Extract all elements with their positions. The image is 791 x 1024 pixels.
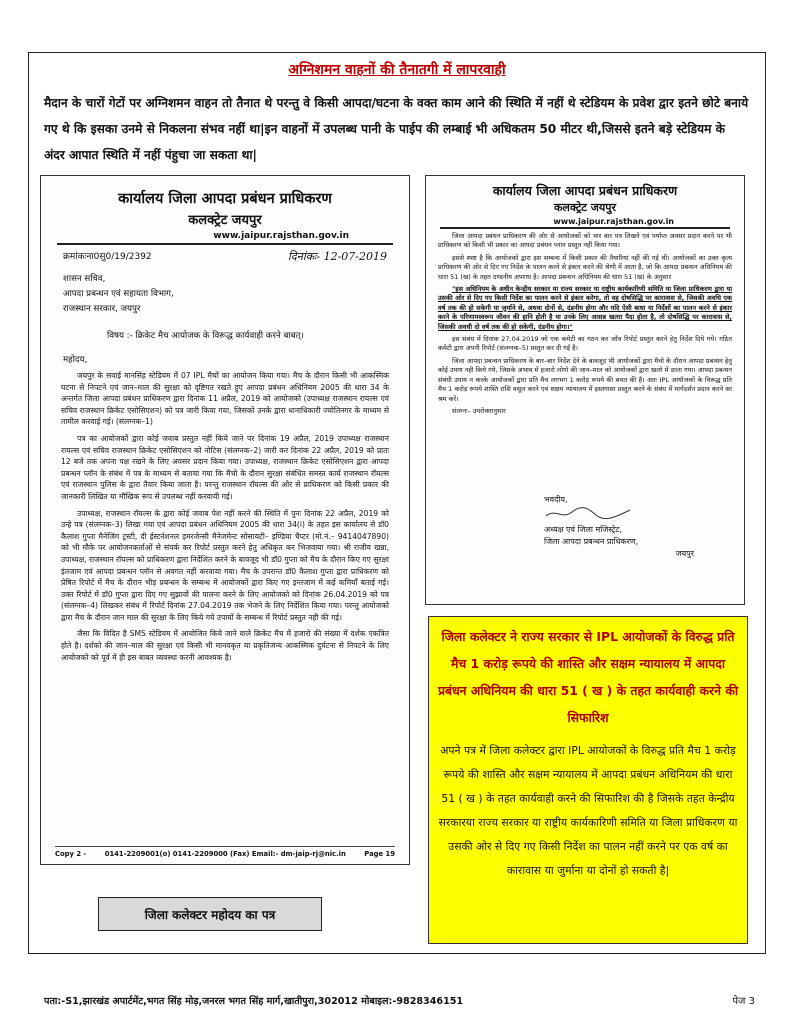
collector-letter-scan-right — [425, 175, 745, 605]
letterhead-url: www.jaipur.rajsthan.gov.in — [213, 231, 349, 241]
reference-number: क्रमांकःना0सु0/19/2392 — [63, 252, 152, 262]
signature-block — [544, 494, 714, 560]
letter-body — [426, 229, 744, 416]
footer-copy: Copy 2 - — [55, 850, 87, 858]
letter-salutation: महोदय, — [63, 355, 88, 365]
page-heading: अग्निशमन वाहनों की तैनातगी में लापरवाही — [288, 62, 506, 78]
letterhead-office: कार्यालय जिला आपदा प्रबंधन प्राधिकरण — [492, 183, 678, 198]
letterhead-office: कार्यालय जिला आपदा प्रबंधन प्राधिकरण — [118, 191, 332, 207]
collector-letter-scan-left — [40, 175, 410, 865]
letter-footer — [55, 846, 395, 858]
footer-page-number: पेज 3 — [732, 996, 755, 1007]
body-paragraph: पत्र का आयोजकों द्वारा कोई जवाब प्रस्तुत नहीं किये जाने पर दिनांक 19 अप्रैल, 2019 उपाध्यक्ष राजस्थान रायल्स एवं सचिव राजस्थान क्रिकेट एसोसिएशन को नोटिस (संलग्नक–2) जारी कर दिनांक 22 अप्रैल, 2019 को प्रातः 12 बजे तक अपना पक्ष रखने के लिए अवसर प्रदान किया गया। उपाध्यक्ष, राजस्थान क्रिकेट एसोसिएशन द्वारा आपदा प्रबन्धन प्लॉन के संबंध में पत्र के माध्यम से बताया गया कि मैचो के दौरान सुरक्षा संबंधित समस्त कार्य राजस्थान रॉयल्स एवं राजस्थान पुलिस के द्वारा तैयार किया जाता है। परन्तु राजस्थान रॉयल्स की ओर से प्राधिकरण को किसी प्रकार की जानकारी लिखित या मौखिक रूप से उपलब्ध नहीं करवायी गई। — [61, 433, 389, 501]
addressee-line: आपदा प्रबन्धन एवं सहायता विभाग, — [63, 289, 174, 299]
letter-caption: जिला कलेक्टर महोदय का पत्र — [98, 897, 322, 931]
body-paragraph: इस संबंध में दिनांक 27.04.2019 को एक कमेटी का गठन कर जाँच रिपोर्ट प्रस्तुत करने हेतु निर्देश दिये गये। गठित कमेटी द्वारा अपनी रिपोर्ट (संलग्नक–5) प्रस्तुत कर दी गई है। — [438, 335, 732, 353]
recommendation-highlight-box — [428, 616, 748, 944]
signature-scribble-icon — [544, 506, 634, 520]
highlight-title: जिला कलेक्टर ने राज्य सरकार से IPL आयोजकों के विरुद्ध प्रति मैच 1 करोड़ रूपये की शास्ति और सक्षम न्यायालय में आपदा प्रबंधन अधिनियम की धारा 51 ( ख ) के तहत कार्यवाही करने की सिफारिश — [437, 629, 739, 725]
footer-address: पता:-S1,झारखंड अपार्टमेंट,भगत सिंह मोड़,जनरल भगत सिंह मार्ग,खातीपुरा,302012 मोबाइल:-9828346151 — [44, 996, 464, 1007]
sign-title: अध्यक्ष एवं जिला मजिस्ट्रेट, — [544, 525, 623, 534]
letter-body — [41, 365, 409, 663]
sign-org: जिला आपदा प्रबन्धन प्राधिकरण, — [544, 537, 639, 546]
section-51b-quote: "इस अधिनियम के अधीन केन्द्रीय सरकार या राज्य सरकार या राष्ट्रीय कार्यकारिणी समिति या जिला प्राधिकरण द्वारा या उसकी ओर से दिए गए किसी निर्देश का पालन करने से इंकार करेगा, तो वह दोषसिद्धि पर कारावास से, जिसकी अवधि एक वर्ष तक की हो सकेगी या जुर्माने से, अथवा दोनों से, दंडनीय होगा और यदि ऐसी बाधा या निर्देशों का पालन करने से इंकार करने के परिणामस्वरूप जीवन की हानि होती है या उनके लिए आसन्न खतरा पैदा होता है, तो दोषसिद्धि पर कारावास से, जिसकी अवधी दो वर्ष तक की हो सकेगी, दंडनीय होगा।" — [438, 285, 732, 331]
highlight-body: अपने पत्र में जिला कलेक्टर द्वारा IPL आयोजकों के विरुद्ध प्रति मैच 1 करोड़ रूपये की शास्ति और सक्षम न्यायालय में आपदा प्रबंधन अधिनियम की धारा 51 ( ख ) के तहत कार्यवाही करने की सिफारिश की है जिसके तहत केन्द्रीय सरकारया राज्य सरकार या राष्ट्रीय कार्यकारिणी समिति या जिला प्राधिकरण या उसकी ओर से दिए गए किसी निर्देश का पालन नहीं करने पर एक वर्ष का कारावास या जुर्माना या दोनों हो सकती है| — [438, 744, 738, 877]
footer-contact: 0141-2209001(o) 0141-2209000 (Fax) Email:- dm-jaip-rj@nic.in — [104, 850, 346, 858]
letter-subject: विषय :- क्रिकेट मैच आयोजक के विरूद्ध कार्यवाही करने बाबत्। — [107, 331, 304, 341]
letter-date: दिनांकः- 12-07-2019 — [288, 250, 387, 263]
body-paragraph: उपाध्यक्ष, राजस्थान रॉयल्स के द्वारा कोई जवाब पेश नहीं करने की स्थिति में पुनः दिनांक 22 अप्रैल, 2019 को उन्हे पत्र (संलग्नक–3) लिखा गया एवं आपदा प्रबंधन अधिनियम 2005 की धारा 34(i) के तहत इस कार्यालय से डॉ0 कैलाश गुप्ता मैनेजिंग ट्रस्टी, दी ईस्टर्नशनल इमरजेन्सी मैनेजमेन्ट सोसायटी– इण्डिया चैप्टर (मो.नं.– 9414047890) को भी मौके पर आयोजनकर्ताओं से संपर्क कर रिपोर्ट प्रस्तुत करने हेतु अधिकृत कर भिजवाया गया। श्री राजीव खन्ना, उपाध्यक्ष, राजस्थान रॉयल्स को प्राधिकरण द्वारा निर्देशित करने के बावजूद भी डॉ0 गुप्ता को मैच के दौरान किए गए सुरक्षा इंतजाम एवं आपदा प्रबन्धन प्लॉन से अवगत नहीं करवाया गया। मैच के उपरान्त डॉ0 कैलाश गुप्ता द्वारा प्राधिकरण को प्रेषित रिपोर्ट में मैच के दौरान भीड़ प्रबन्धन के सम्बन्ध में आयोजकों द्वारा किए गए इन्तजाम में कई कमियाँ बताई गई। उक्त रिपोर्ट में डॉ0 गुप्ता द्वारा दिए गए सुझावों की पालना करने के लिए आयोजको को दिनांक 26.04.2019 को पत्र (संलग्नक–4) लिखकर संबंध में रिपोर्ट दिनांक 27.04.2019 तक भेजने के लिए निर्देशित किया गया। परन्तु आयोजको द्वारा मैच के दौरान जान माल की सुरक्षा के लिए किये गये उपायों के सम्बन्ध में रिपोर्ट प्रस्तुत नही की गई। — [61, 508, 389, 622]
body-paragraph: जैसा कि विदित है SMS स्टेडियम में आयोजित किये जाने वाले क्रिकेट मैच में हजारो की संख्या में दर्शक एकत्रित होते है। दर्शको की जान–माल की सुरक्षा एवं किसी भी मानवकृत या प्रकृतिजन्य आकस्मिक दुर्घटना से निपटने के लिए आयोजको को पूर्व में ही इस बाबत व्यवस्था करनी आवश्यक है। — [61, 629, 389, 662]
addressee-block — [41, 264, 409, 317]
body-paragraph: जिला आपदा प्रबंधन प्राधिकरण की ओर से आयोजकों को चार बार पत्र लिखने एवं पर्याप्त अवसर प्रदान करने पर भी प्राधिकरण को किसी भी प्रकार का आपदा प्रबंधन प्लान प्रस्तुत नहीं किया गया। — [438, 232, 732, 250]
letterhead-collectorate: कलक्ट्रेट जयपुर — [553, 201, 617, 214]
enclosure-note: संलग्नः– उपरोक्तानुसार — [452, 406, 506, 415]
sign-city: जयपुर — [675, 549, 694, 558]
addressee-line: शासन सचिव, — [63, 274, 106, 284]
intro-paragraph: मैदान के चारों गेटों पर अग्निशमन वाहन तो तैनात थे परन्तु वे किसी आपदा/घटना के वक्त काम आने की स्थिति में नहीं थे स्टेडियम के प्रवेश द्वार इतने छोटे बनाये गए थे कि इसका उनमे से निकलना संभव नहीं था|इन वाहनों में उपलब्ध पानी के पाईप की लम्बाई भी अधिकतम 50 मीटर थी,जिससे इतने बड़े स्टेडियम के अंदर आपात स्थिति में नहीं पंहुचा जा सकता था| — [44, 96, 749, 162]
body-paragraph: जिला आपदा प्रबन्धन प्राधिकरण के बार–बार निर्देश देने के बावजूद भी आयोजकों द्वारा मैचो के दौरान आपदा प्रबन्धन हेतु कोई उपाय नही किये गये, जिसके अभाव में हजारो लोगो की जान–माल को आयोजकों द्वारा खतरे में डाला गया। आपदा प्रबन्धन संबंधी उपाय न करके आयोजकों द्वारा प्रति मैच लगभग 1 करोड़ रूपये की बचत की है। अतः IPL आयोजकों के विरूद्ध प्रति मैच 1 करोड़ रूपये शास्ति राशि वसूल करने एवं सक्षम न्यायालय में इस्तगासा प्रस्तुत करने के संबंध में मार्गदर्शन प्रदान करने का श्रम करें। — [438, 356, 732, 403]
body-paragraph: इससे स्पष्ट है कि आयोजको द्वारा इस सम्बन्ध में किसी प्रकार की तैयारियां नहीं की गई थी। आयोजकों का उक्त कृत्य प्राधिकरण की ओर से दिए गए निर्देश के पालन करने से इंकार करने की श्रेणी में आता है, जो कि आपदा प्रबन्धन अधिनियम की धारा 51 (ख) के तहत दण्डनीय अपराध है। आपदा प्रबन्धन अधिनियम की धारा 51 (ख) के अनुसार — [438, 253, 732, 281]
reference-row — [41, 245, 409, 264]
letterhead-url: www.jaipur.rajsthan.gov.in — [553, 217, 674, 226]
body-paragraph: जयपुर के सवाई मानसिंह स्टेडियम में 07 IPL मैचों का आयोजन किया गया। मैच के दौरान किसी भी आकस्मिक घटना से निपटने एवं जान–माल की सुरक्षा को दृष्टिगत रखते हुए आपदा प्रबंधन अधिनियम 2005 की धारा 34 के अन्तर्गत जिला आपदा प्रबंधन प्राधिकरण द्वारा दिनांक 11 अप्रैल, 2019 को आयोजको (उपाध्यक्ष राजस्थान रायल्स एवं सचिव राजस्थान क्रिकेट एसोसिएशन) को पत्र जारी किया गया, जिसको उनके द्वारा धानाधिकारी ज्योतिनगर के माध्यम से तामील करवाई गई। (संलग्नक–1) — [61, 371, 389, 427]
sign-regards: भवदीय, — [544, 495, 568, 504]
addressee-line: राजस्थान सरकार, जयपुर — [63, 304, 141, 314]
footer-page-number: Page 19 — [364, 850, 395, 858]
letterhead-collectorate: कलक्ट्रेट जयपुर — [188, 213, 262, 228]
